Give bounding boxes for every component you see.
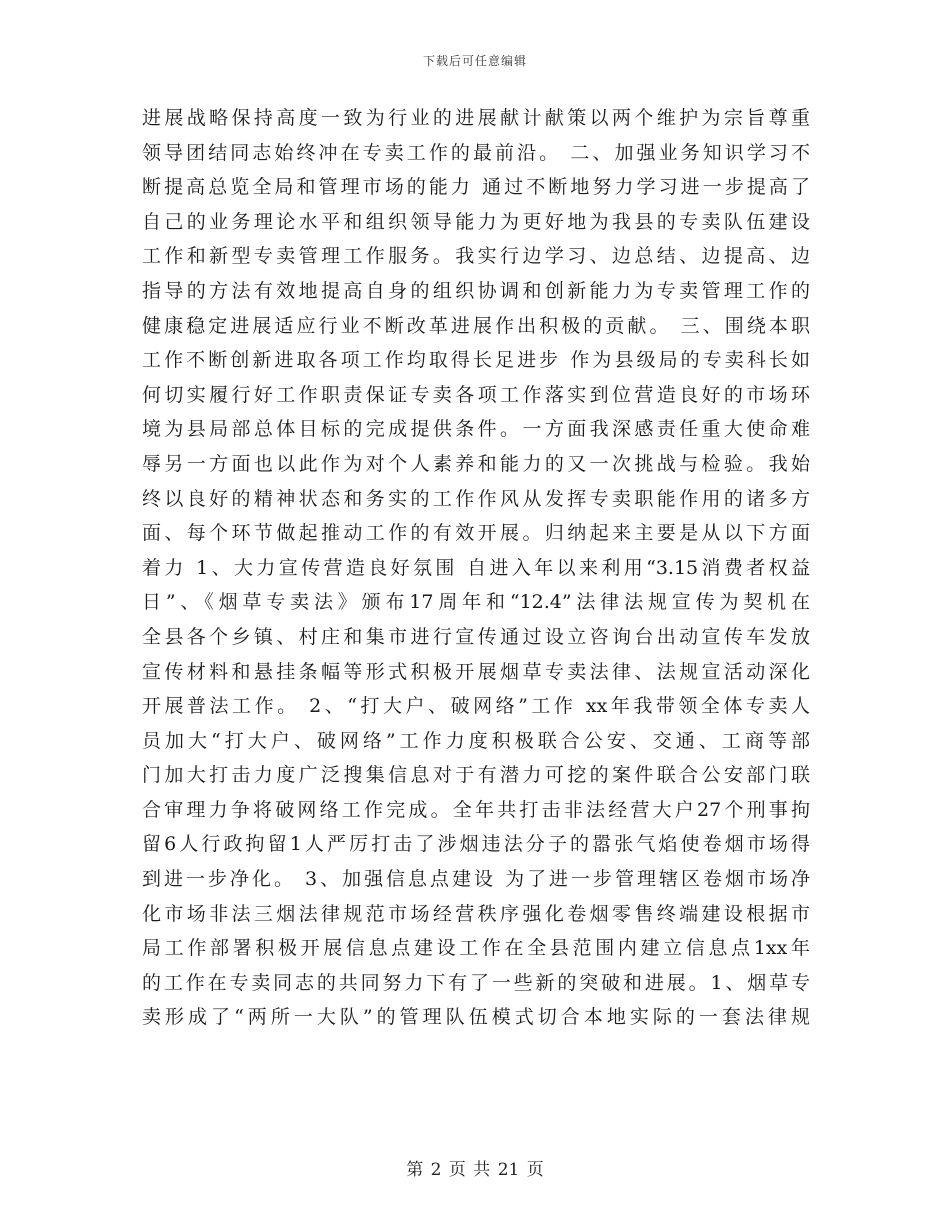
- text-line: 工作不断创新进取各项工作均取得长足进步 作为县级局的专卖科长如: [142, 349, 810, 372]
- text-line: 合审理力争将破网络工作完成。全年共打击非法经营大户27个刑事拘: [142, 798, 810, 821]
- text-line: 门加大打击力度广泛搜集信息对于有潜力可挖的案件联合公安部门联: [142, 764, 810, 787]
- text-line: 断提高总览全局和管理市场的能力 通过不断地努力学习进一步提高了: [142, 176, 810, 199]
- text-line: 指导的方法有效地提高自身的组织协调和创新能力为专卖管理工作的: [142, 279, 810, 302]
- text-line: 辱另一方面也以此作为对个人素养和能力的又一次挑战与检验。我始: [142, 452, 810, 475]
- text-line: 领导团结同志始终冲在专卖工作的最前沿。 二、加强业务知识学习不: [142, 141, 810, 164]
- text-line: 进展战略保持高度一致为行业的进展献计献策以两个维护为宗旨尊重: [142, 107, 810, 129]
- text-line: 终以良好的精神状态和务实的工作作风从发挥专卖职能作用的诸多方: [142, 487, 810, 510]
- text-line: 工作和新型专卖管理工作服务。我实行边学习、边总结、边提高、边: [142, 245, 810, 268]
- text-line: 全县各个乡镇、村庄和集市进行宣传通过设立咨询台出动宣传车发放: [142, 625, 810, 648]
- document-body: [142, 101, 810, 1035]
- text-line: 到进一步净化。 3、加强信息点建设 为了进一步管理辖区卷烟市场净: [142, 868, 810, 891]
- text-line: 开展普法工作。 2、“打大户、破网络”工作 xx年我带领全体专卖人: [142, 695, 810, 718]
- text-line: 留6人行政拘留1人严厉打击了涉烟违法分子的嚣张气焰使卷烟市场得: [142, 833, 810, 856]
- page-number: 第 2 页 共 21 页: [406, 1160, 544, 1180]
- text-line: 境为县局部总体目标的完成提供条件。一方面我深感责任重大使命难: [142, 418, 810, 441]
- text-line: 化市场非法三烟法律规范市场经营秩序强化卷烟零售终端建设根据市: [142, 902, 810, 925]
- text-line: 何切实履行好工作职责保证专卖各项工作落实到位营造良好的市场环: [142, 383, 810, 406]
- text-line: 自己的业务理论水平和组织领导能力为更好地为我县的专卖队伍建设: [142, 210, 810, 233]
- text-line: 健康稳定进展适应行业不断改革进展作出积极的贡献。 三、围绕本职: [142, 314, 810, 337]
- text-line: 卖形成了“两所一大队”的管理队伍模式切合本地实际的一套法律规: [142, 1006, 810, 1029]
- text-line: 局工作部署积极开展信息点建设工作在全县范围内建立信息点1xx年: [142, 937, 810, 960]
- page-header: 下载后可任意编辑: [422, 54, 527, 68]
- text-line: 的工作在专卖同志的共同努力下有了一些新的突破和进展。1、烟草专: [142, 971, 810, 994]
- text-line: 宣传材料和悬挂条幅等形式积极开展烟草专卖法律、法规宣活动深化: [142, 660, 810, 683]
- text-line: 日”、《烟草专卖法》颁布17周年和“12.4”法律法规宣传为契机在: [142, 591, 810, 614]
- text-line: 员加大“打大户、破网络”工作力度积极联合公安、交通、工商等部: [142, 729, 810, 752]
- text-line: 面、每个环节做起推动工作的有效开展。归纳起来主要是从以下方面: [142, 522, 810, 545]
- text-line: 着力 1、大力宣传营造良好氛围 自进入年以来利用“3.15消费者权益: [142, 556, 810, 579]
